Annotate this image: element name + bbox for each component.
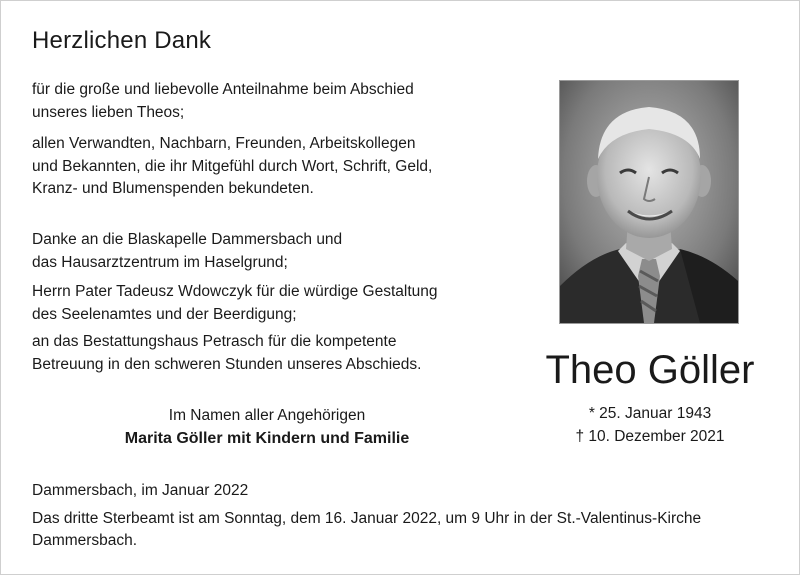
service-notice-line: Dammersbach. [32,532,138,549]
place-date: Dammersbach, im Januar 2022 [32,482,249,499]
text-line: Kranz- und Blumenspenden bekundeten. [32,180,314,197]
thanks-paragraph-5 [32,331,502,376]
text-line: unseres lieben Theos; [32,103,185,121]
thanks-paragraph-4 [32,281,502,326]
text-line: und Bekannten, die ihr Mitgefühl durch Wort, Schrift, Geld, [32,157,433,175]
deceased-name: Theo Göller [545,348,755,392]
birth-date: * 25. Januar 1943 [588,405,712,422]
text-line: an das Bestattungshaus Petrasch für die kompetente [32,333,397,350]
signature-block [32,405,502,451]
text-line: Danke an die Blaskapelle Dammersbach und [32,231,343,248]
life-dates [521,402,779,448]
signature-intro: Im Namen aller Angehörigen [168,407,366,424]
text-line: für die große und liebevolle Anteilnahme beim Abschied [32,81,414,98]
service-notice-line: Das dritte Sterbeamt ist am Sonntag, dem 16. Januar 2022, um 9 Uhr in der St.-Valentinus-Kirche [32,509,702,527]
thanks-paragraph-2 [32,133,502,201]
footer [32,480,782,553]
heading: Herzlichen Dank [32,27,212,54]
portrait-photo [559,80,739,324]
thanks-paragraph-1 [32,79,502,124]
thanks-paragraph-3 [32,229,502,274]
text-line: das Hausarztzentrum im Haselgrund; [32,253,288,271]
text-line: Betreuung in den schweren Stunden unseres Abschieds. [32,355,422,373]
death-date: † 10. Dezember 2021 [575,428,725,445]
signature-family: Marita Göller mit Kindern und Familie [124,430,410,447]
text-line: allen Verwandten, Nachbarn, Freunden, Arbeitskollegen [32,135,416,152]
portrait-photo-icon [560,81,738,323]
text-line: des Seelenamtes und der Beerdigung; [32,305,297,323]
text-line: Herrn Pater Tadeusz Wdowczyk für die würdige Gestaltung [32,283,438,300]
